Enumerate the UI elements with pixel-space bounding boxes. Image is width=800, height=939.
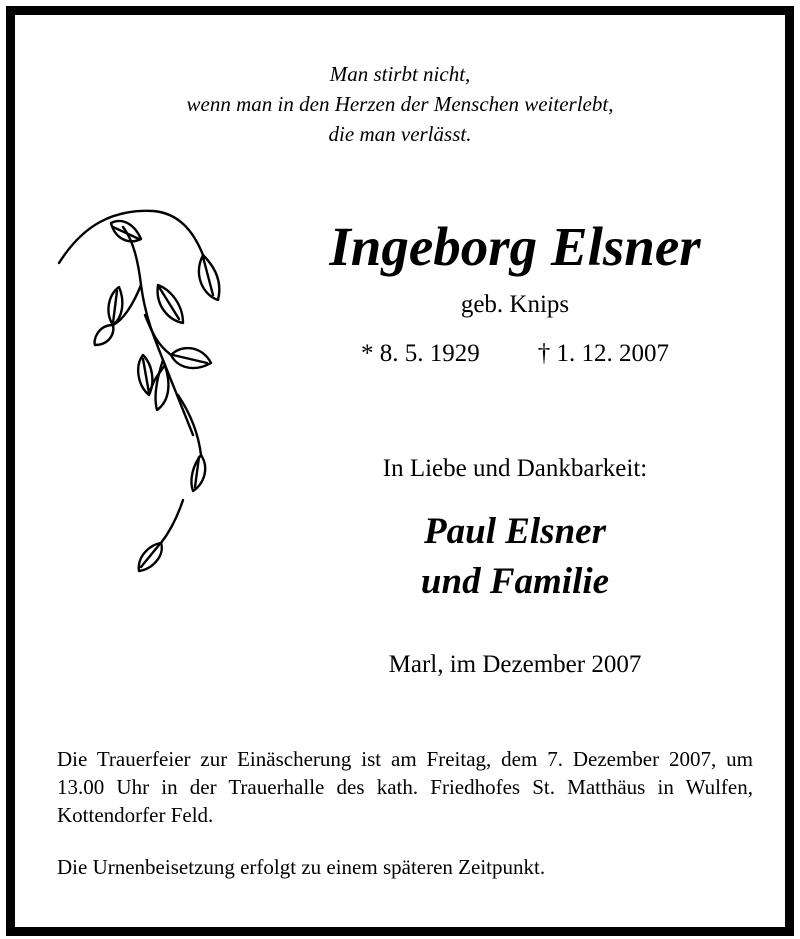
mourner-line-2: und Familie [420,561,610,602]
birch-branch-icon [53,195,243,575]
ceremony-notice: Die Trauerfeier zur Einäscherung ist am Freitag, dem 7. Dezember 2007, um 13.00 Uhr in der Trauerhalle des kath. Friedhofes St. Matthäus in Wulfen, Kottendorfer Feld. [57,747,753,827]
mourners-names [235,507,795,607]
urn-notice: Die Urnenbeisetzung erfolgt zu einem späteren Zeitpunkt. [57,855,546,879]
mourners-intro: In Liebe und Dankbarkeit: [382,455,648,482]
deceased-name: Ingeborg Elsner [329,216,701,277]
mourner-line-1: Paul Elsner [424,511,606,552]
motto-line-2: wenn man in den Herzen der Menschen weiterlebt, [186,92,614,116]
motto-verse [15,59,785,149]
death-date: † 1. 12. 2007 [537,340,669,367]
motto-line-3: die man verlässt. [328,122,472,146]
obituary-notice [6,6,794,936]
life-dates [235,338,795,370]
motto-line-1: Man stirbt nicht, [329,62,471,86]
birth-date: * 8. 5. 1929 [361,340,480,367]
birth-name: geb. Knips [460,291,570,318]
place-and-date: Marl, im Dezember 2007 [388,651,642,678]
